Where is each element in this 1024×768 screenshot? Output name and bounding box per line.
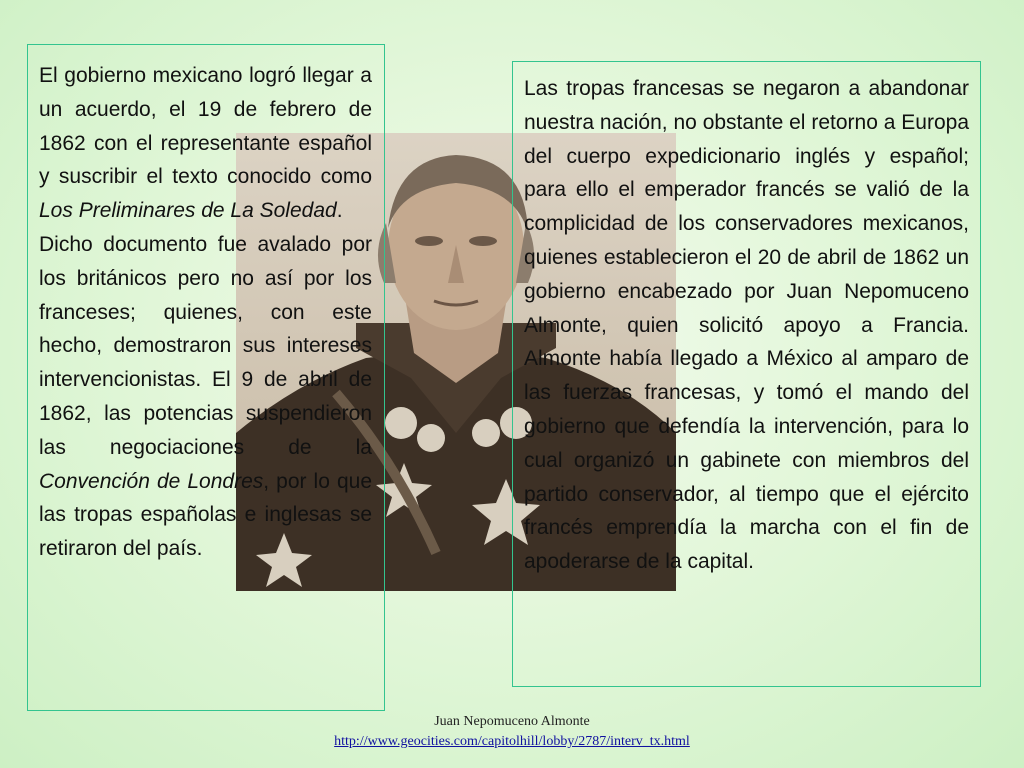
paragraph-almonte: Las tropas francesas se negaron a abandonar nuestra nación, no obstante el retorno a Europa del cuerpo expedicionario inglés y español; para ello el emperador francés se valió de la complicidad de los conservadores mexicanos, quienes establecieron el 20 de abril de 1862 un gobierno encabezado por Juan Nepomuceno Almonte, quien solicitó apoyo a Francia. Almonte había llegado a México al amparo de las fuerzas francesas, y tomó el mando del gobierno que defendía la intervención, para lo cual organizó un gabinete con miembros del partido conservador, al tiempo que el ejército francés emprendía la marcha con el fin de apoderarse de la capital. (524, 77, 969, 574)
p1-end: . (336, 199, 343, 223)
p2-end: , por lo que las tropas españolas e inglesas se retiraron del país. (39, 469, 372, 561)
p2-text: Dicho documento fue avalado por los británicos pero no así por los franceses; quienes, con este hecho, demostraron sus intereses intervencionistas. El 9 de abril de 1862, las potencias suspendieron las negociaciones de la (39, 232, 372, 459)
p2-italic-title: Convención de Londres (39, 469, 264, 493)
caption-name: Juan Nepomuceno Almonte (434, 714, 590, 729)
paragraph-soledad (39, 59, 372, 228)
left-text-box (27, 44, 385, 711)
p1-text: El gobierno mexicano logró llegar a un acuerdo, el 19 de febrero de 1862 con el representante español y suscribir el texto conocido como (39, 64, 372, 189)
right-text-box (512, 61, 981, 687)
image-caption (0, 712, 1024, 752)
p1-italic-title: Los Preliminares de La Soledad (39, 199, 337, 223)
source-link[interactable]: http://www.geocities.com/capitolhill/lobby/2787/interv_tx.html (334, 734, 690, 749)
paragraph-londres (39, 228, 372, 566)
